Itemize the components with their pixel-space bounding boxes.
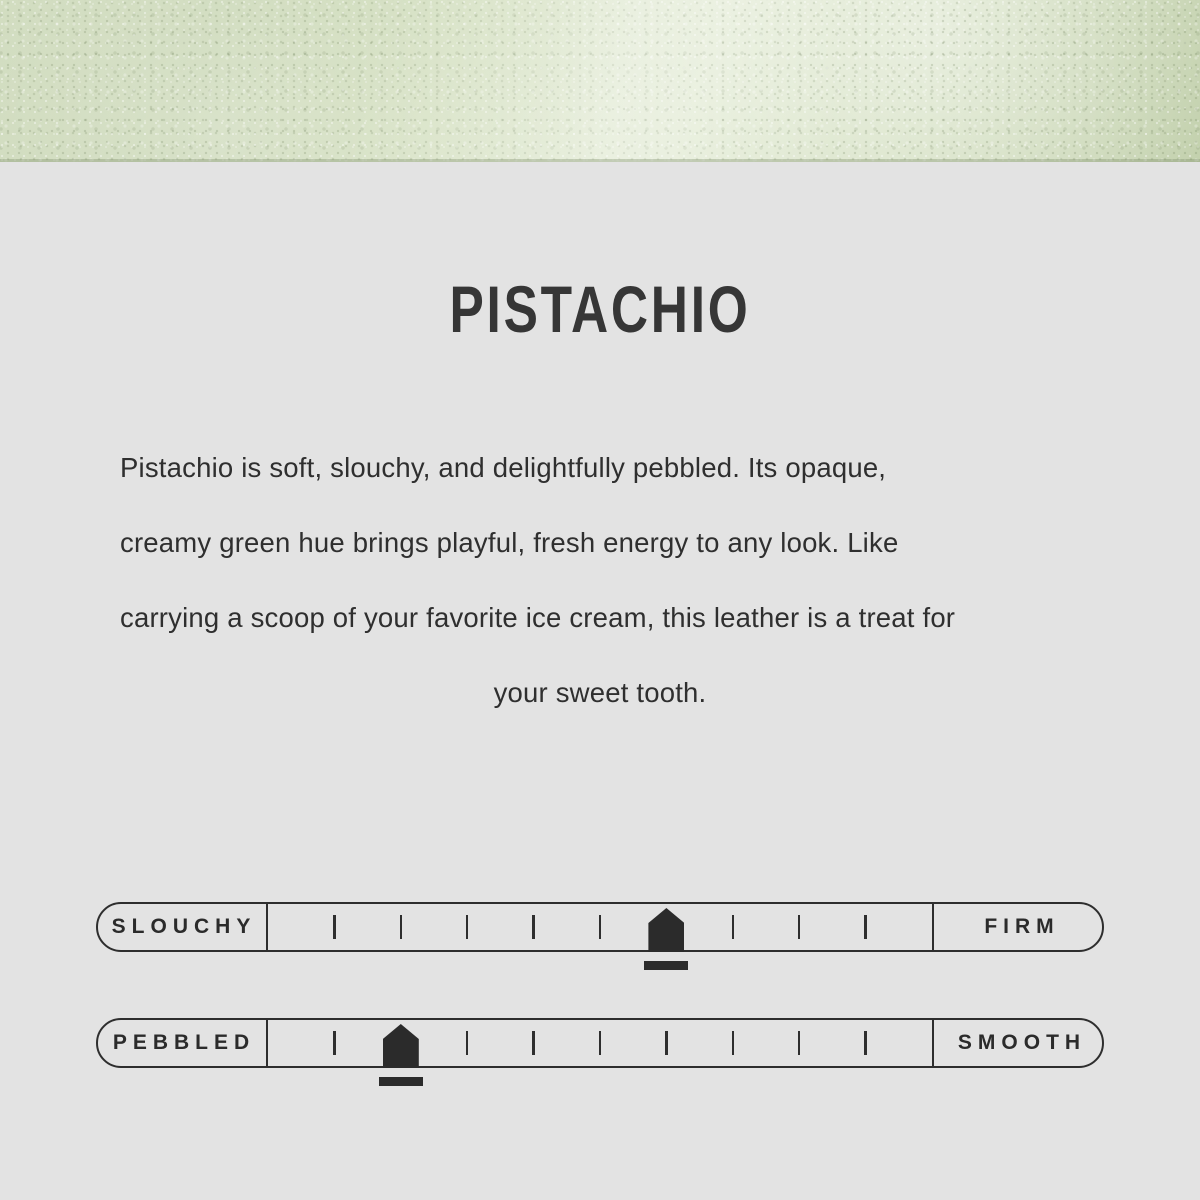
slider-thumb-slot (648, 957, 684, 961)
slider-tick (333, 915, 336, 939)
slider-thumb-base (379, 1077, 423, 1086)
slider-left-label: SLOUCHY (96, 902, 268, 952)
leather-swatch-image (0, 0, 1200, 162)
slider-thumb-base (644, 961, 688, 970)
slider-tick (864, 915, 867, 939)
slider-thumb[interactable] (644, 908, 688, 964)
slider-thumb-head (383, 1024, 419, 1068)
slider-tick (599, 915, 602, 939)
description-line-1: Pistachio is soft, slouchy, and delightfully pebbled. Its opaque, (120, 452, 887, 483)
slider-thumb[interactable] (379, 1024, 423, 1080)
slider-tick (599, 1031, 602, 1055)
slider-tick (532, 915, 535, 939)
slider-tick (798, 915, 801, 939)
slider-ticks (268, 1018, 932, 1068)
slider-tick (532, 1031, 535, 1055)
slider-thumb-slot (383, 1073, 419, 1077)
slider-right-label: SMOOTH (932, 1018, 1104, 1068)
slider-tick (732, 915, 735, 939)
description-line-4: your sweet tooth. (493, 677, 707, 708)
slider-tick (333, 1031, 336, 1055)
slider-tick (466, 1031, 469, 1055)
slider-right-label: FIRM (932, 902, 1104, 952)
slider-left-label: PEBBLED (96, 1018, 268, 1068)
attribute-sliders (96, 902, 1104, 1134)
slider-thumb-head (648, 908, 684, 952)
description-text (120, 430, 1080, 730)
slider-texture[interactable] (96, 1018, 1104, 1074)
leather-grain-texture-secondary (0, 0, 1200, 162)
swatch-bottom-edge (0, 159, 1200, 162)
slider-tick (665, 1031, 668, 1055)
slider-tick (864, 1031, 867, 1055)
slider-ticks (268, 902, 932, 952)
description-line-3: carrying a scoop of your favorite ice cream, this leather is a treat for (120, 602, 956, 633)
description-line-2: creamy green hue brings playful, fresh energy to any look. Like (120, 527, 899, 558)
slider-tick (732, 1031, 735, 1055)
slider-tick (400, 915, 403, 939)
slider-structure[interactable] (96, 902, 1104, 958)
slider-tick (798, 1031, 801, 1055)
slider-tick (466, 915, 469, 939)
page-title: PISTACHIO (449, 272, 751, 346)
